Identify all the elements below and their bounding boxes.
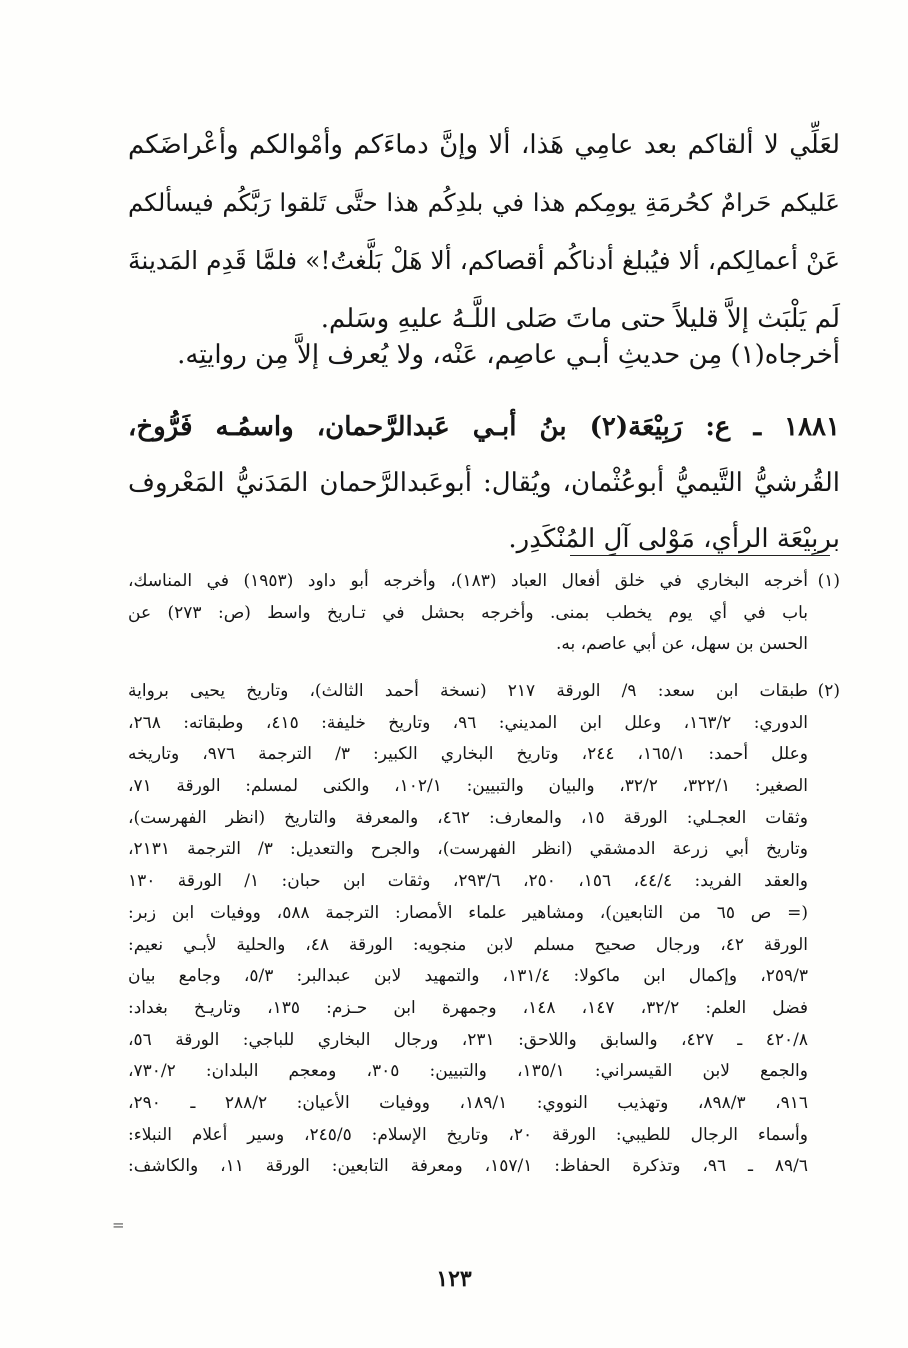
main-text-line: عَنْ أعمالِكم، ألا فيُبلغ أدناكُم أقصاكم، ألا هَلْ بَلَّغتُ!» فلمَّا قَدِم المَدينةَ [128,246,840,275]
entry-line: ١٨٨١ ـ ع: رَبِيْعَة(٢) بنُ أبـي عَبدالرَّحمان، واسمُـه فَرُّوخ، [128,412,840,442]
footnote-text: طبقات ابن سعد: ٩/ الورقة ٢١٧ (نسخة أحمد الثالث)، وتاريخ يحيى برواية [128,681,808,701]
footnote-line [128,676,840,708]
footnote-line: الصغير: ٣٢٢/١، ٣٢/٢، والبيان والتبيين: ١٠٢/١، والكنى لمسلم: الورقة ٧١، [128,776,808,797]
footnote-line: فضل العلم: ٣٢/٢، ١٤٧، ١٤٨، وجمهرة ابن حـزم: ١٣٥، وتاريـخ بغداد: [128,997,809,1018]
footnote-separator [570,555,830,556]
source-note-paragraph [128,326,840,384]
footnote-line: الحسن بن سهل، عن أبي عاصم، به. [555,634,808,655]
main-text-line: لَم يَلْبَث إلاَّ قليلاً حتى ماتَ صَلى اللَّـهُ عليهِ وسَلم. [320,304,840,334]
continuation-mark: = [112,1216,125,1234]
footnote-line: الورقة ٤٢، ورجال صحيح مسلم لابن منجويه: الورقة ٤٨، والحلية لأبـي نعيم: [128,934,808,955]
footnote-line: والجمع لابن القيسراني: ١٣٥/١، والتبيين: ٣٠٥، ومعجم البلدان: ٧٣٠/٢، [128,1061,808,1082]
main-text-line: عَليكم حَرامٌ كحُرمَةِ يومِكم هذا في بلدِكُم هذا حتَّى تَلقوا رَبَّكُم فيسألكم [128,188,840,217]
page-number: ١٢٣ [436,1266,472,1292]
footnote-line: والعقد الفريد: ٤٤/٤، ١٥٦، ٢٥٠، ٢٩٣/٦، وثقات ابن حبان: ١/ الورقة ١٣٠ [128,871,809,892]
source-note-line: أخرجاه(١) مِن حديثِ أبـي عاصِم، عَنْه، ولا يُعرف إلاَّ مِن روايتِه. [177,340,840,370]
footnote-1 [128,566,840,661]
footnote-line: ٩١٦، ٨٩٨/٣، وتهذيب النووي: ١٨٩/١، ووفيات الأعيان: ٢٨٨/٢ ـ ٢٩٠، [128,1092,808,1113]
footnote-text: أخرجه البخاري في خلق أفعال العباد (١٨٣)، وأخرجه أبو داود (١٩٥٣) في المناسك، [128,571,808,591]
footnote-line: ٤٢٠/٨ ـ ٤٢٧، والسابق واللاحق: ٢٣١، ورجال البخاري للباجي: الورقة ٥٦، [128,1029,808,1050]
footnote-line: باب في أي يوم يخطب بمنى. وأخرجه بحشل في تـاريخ واسط (ص: ٢٧٣) عن [128,602,808,623]
footnote-number: (٢) [817,681,840,701]
main-text-line: لعَلِّي لا ألقاكم بعد عامِي هَذا، ألا وإنَّ دماءَكم وأمْوالكم وأعْراضَكم [128,130,840,160]
footnote-line: الدوري: ١٦٣/٢، وعلل ابن المديني: ٩٦، وتاريخ خليفة: ٤١٥، وطبقاته: ٢٦٨، [128,712,808,733]
footnote-line: ٢٥٩/٣، وإكمال ابن ماكولا: ١٣١/٤، والتمهيد لابن عبدالبر: ٥/٣، وجامع بيان [128,966,808,987]
entry-line: بربِيْعَة الرأي، مَوْلى آلِ المُنْكَدِر. [508,524,840,554]
footnote-line: وأسماء الرجال للطيبي: الورقة ٢٠، وتاريخ الإسلام: ٢٤٥/٥، وسير أعلام النبلاء: [128,1124,808,1145]
footnote-line: وثقات العجـلي: الورقة ١٥، والمعارف: ٤٦٢، والمعرفة والتاريخ (انظر الفهرست)، [128,807,808,828]
footnote-line: ٨٩/٦ ـ ٩٦، وتذكرة الحفاظ: ١٥٧/١، ومعرفة التابعين: الورقة ١١، والكاشف: [128,1156,808,1177]
footnote-line: (= ص ٦٥ من التابعين)، ومشاهير علماء الأمصار: الترجمة ٥٨٨، ووفيات ابن زبر: [128,902,808,923]
main-text-paragraph [128,116,840,348]
biography-entry [128,399,840,567]
footnote-line: وتاريخ أبي زرعة الدمشقي (انظر الفهرست)، والجرح والتعديل: ٣/ الترجمة ٢١٣١، [128,839,808,860]
footnote-number: (١) [817,571,840,591]
footnote-line: وعلل أحمد: ١٦٥/١، ٢٤٤، وتاريخ البخاري الكبير: ٣/ الترجمة ٩٧٦، وتاريخه [128,744,808,765]
entry-line: القُرشيُّ التَّيميُّ أبوعُثْمان، ويُقال: أبوعَبدالرَّحمان المَدَنيُّ المَعْروف [128,468,840,498]
footnote-2 [128,676,840,1183]
footnote-line [128,566,840,598]
